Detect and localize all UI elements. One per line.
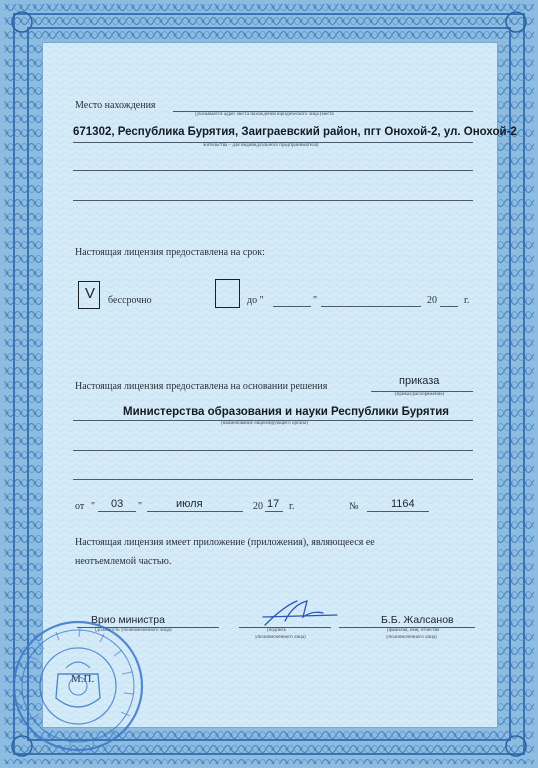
decision-day: 03 — [111, 498, 124, 510]
until-quote-close: " — [313, 295, 318, 306]
decision-month: июля — [176, 498, 203, 510]
until-year-line — [440, 306, 458, 307]
location-address: 671302, Республика Бурятия, Заиграевский район, пгт Онохой-2, ул. Онохой-2 — [73, 126, 517, 138]
day-line — [98, 511, 136, 512]
until-month-line — [321, 306, 421, 307]
signature-note-1: (подпись — [267, 628, 287, 633]
year-line — [265, 511, 283, 512]
authority-note: (наименование лицензирующего органа) — [221, 421, 308, 426]
location-note-top: (указывается адрес места нахождения юридического лица (места — [195, 112, 334, 117]
basis-label: Настоящая лицензия предоставлена на основании решения — [75, 381, 328, 392]
unlimited-label: бессрочно — [108, 295, 152, 306]
blank-line — [73, 170, 473, 171]
term-label: Настоящая лицензия предоставлена на срок: — [75, 247, 265, 258]
doc-type-note: (приказ/распоряжение) — [395, 392, 445, 397]
location-label: Место нахождения — [75, 100, 156, 111]
day-quote-close: " — [138, 501, 143, 512]
until-day-line — [273, 306, 311, 307]
blank-line — [73, 479, 473, 480]
until-label: до " — [247, 295, 264, 306]
check-mark: V — [85, 285, 96, 302]
location-note-bottom: жительства – для индивидуального предпринимателя) — [203, 143, 319, 148]
decision-number: 1164 — [391, 498, 415, 510]
number-line — [367, 511, 429, 512]
year-suffix: г. — [289, 501, 295, 512]
appendix-line-1: Настоящая лицензия имеет приложение (приложения), являющееся ее — [75, 537, 375, 548]
appendix-line-2: неотъемлемой частью. — [75, 556, 172, 567]
day-quote-open: " — [91, 501, 96, 512]
from-label: от — [75, 501, 85, 512]
position-note: (должность уполномоченного лица) — [95, 628, 172, 633]
name-note-2: уполномоченного лица) — [386, 635, 437, 640]
year-prefix: 20 — [253, 501, 263, 512]
until-year-prefix: 20 — [427, 295, 437, 306]
signature-note-2: уполномоченного лица) — [255, 635, 306, 640]
number-label: № — [349, 501, 359, 512]
month-line — [147, 511, 243, 512]
doc-type-value: приказа — [399, 375, 440, 387]
signatory-position: Врио министра — [91, 614, 165, 626]
decision-year: 17 — [267, 498, 280, 510]
blank-line — [73, 200, 473, 201]
seal-placeholder-label: М.П. — [71, 673, 95, 685]
blank-line — [73, 450, 473, 451]
until-checkbox — [215, 279, 240, 308]
name-note-1: (фамилия, имя, отчество — [387, 628, 440, 633]
official-seal-icon — [8, 616, 148, 756]
authority-name: Министерства образования и науки Республики Бурятия — [123, 406, 449, 418]
signatory-name: Б.Б. Жалсанов — [381, 614, 454, 626]
until-year-suffix: г. — [464, 295, 470, 306]
